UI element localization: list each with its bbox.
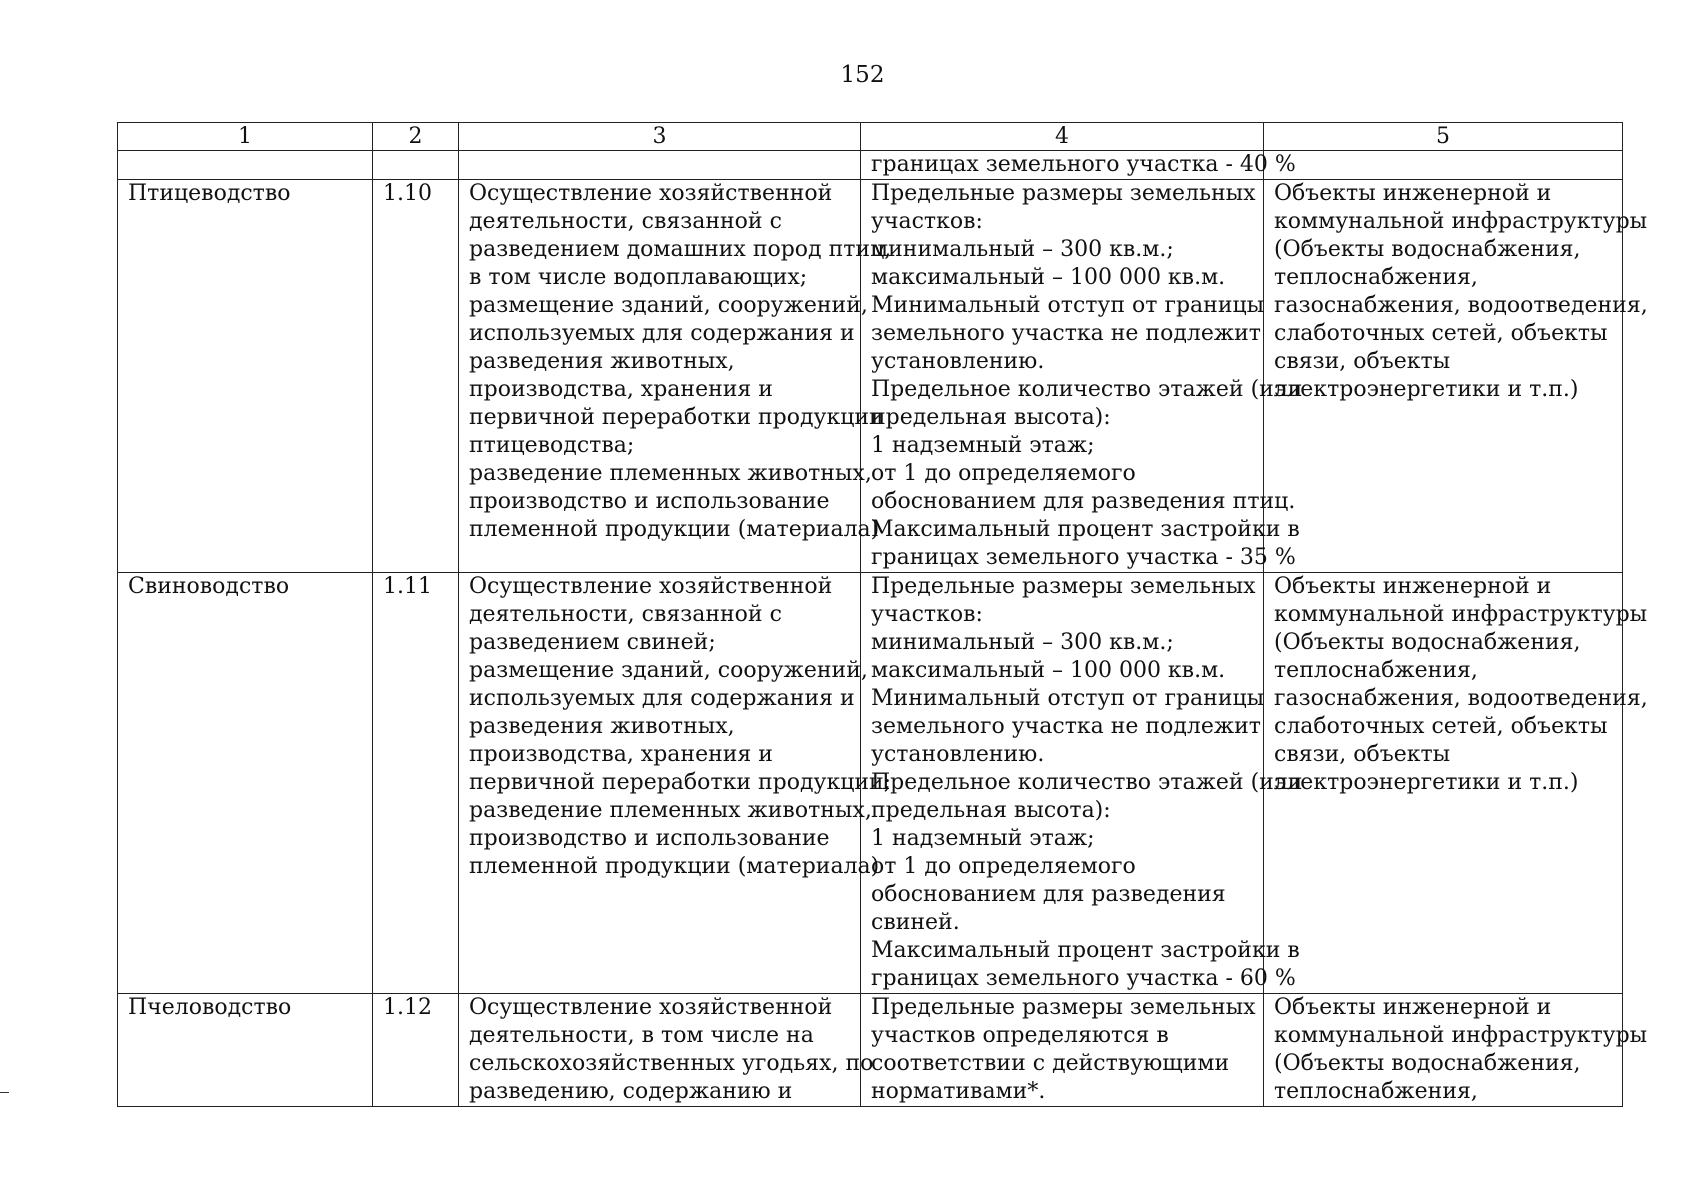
text-line: от 1 до определяемого (871, 854, 1136, 879)
auxiliary-uses (1264, 994, 1648, 1107)
text-line: обоснованием для разведения (871, 882, 1226, 907)
text-line: Объекты инженерной и (1274, 995, 1552, 1020)
text-line: максимальный – 100 000 кв.м. (871, 658, 1226, 683)
text-line: разведения животных, (469, 714, 735, 739)
text-line: земельного участка не подлежит (871, 321, 1261, 346)
text-line: Осуществление хозяйственной (469, 181, 833, 206)
continuation-cell-2 (373, 151, 459, 180)
text-line: теплоснабжения, (1274, 265, 1478, 290)
text-line: Предельное количество этажей (или (871, 770, 1303, 795)
text-line: разведению, содержанию и (469, 1079, 793, 1104)
table-row-pig-farming (118, 573, 1623, 994)
land-use-name: Свиноводство (118, 573, 373, 994)
text-line: разведением домашних пород птиц, (469, 237, 892, 262)
text-line: предельная высота): (871, 798, 1111, 823)
text-line: электроэнергетики и т.п.) (1274, 377, 1579, 402)
continuation-cell-3 (459, 151, 861, 180)
land-use-description (459, 994, 874, 1107)
page-number: 152 (840, 62, 885, 88)
text-line: Предельные размеры земельных (871, 995, 1256, 1020)
text-line: Максимальный процент застройки в (871, 938, 1300, 963)
land-use-description (459, 573, 892, 994)
land-use-code: 1.12 (373, 994, 459, 1107)
text-line: границах земельного участка - 60 % (871, 966, 1296, 991)
text-line: участков определяются в (871, 1023, 1169, 1048)
auxiliary-uses (1264, 180, 1648, 573)
land-use-parameters (861, 994, 1264, 1107)
text-line: 1 надземный этаж; (871, 433, 1095, 458)
text-line: Максимальный процент застройки в (871, 517, 1300, 542)
text-line: размещение зданий, сооружений, (469, 293, 868, 318)
text-line: Минимальный отступ от границы (871, 686, 1265, 711)
text-line: разведение племенных животных, (469, 798, 872, 823)
text-line: производство и использование (469, 826, 830, 851)
land-use-parameters (861, 573, 1303, 994)
text-line: деятельности, в том числе на (469, 1023, 814, 1048)
text-line: используемых для содержания и (469, 321, 855, 346)
text-line: связи, объекты (1274, 742, 1451, 767)
text-line: газоснабжения, водоотведения, (1274, 293, 1648, 318)
text-line: (Объекты водоснабжения, (1274, 630, 1581, 655)
text-line: Предельные размеры земельных (871, 181, 1256, 206)
text-line: от 1 до определяемого (871, 461, 1136, 486)
text-line: производство и использование (469, 489, 830, 514)
text-line: производства, хранения и (469, 742, 773, 767)
land-use-code: 1.10 (373, 180, 459, 573)
column-header-5: 5 (1264, 123, 1623, 151)
text-line: (Объекты водоснабжения, (1274, 1051, 1581, 1076)
land-use-parameters (861, 180, 1303, 573)
text-line: земельного участка не подлежит (871, 714, 1261, 739)
text-line: Объекты инженерной и (1274, 181, 1552, 206)
text-line: теплоснабжения, (1274, 658, 1478, 683)
continuation-cell-1 (118, 151, 373, 180)
text-line: газоснабжения, водоотведения, (1274, 686, 1648, 711)
text-line: установлению. (871, 349, 1045, 374)
text-line: коммунальной инфраструктуры (1274, 602, 1648, 627)
text-line: разведением свиней; (469, 630, 716, 655)
continuation-cell-5 (1264, 151, 1623, 180)
text-line: (Объекты водоснабжения, (1274, 237, 1581, 262)
text-line: племенной продукции (материала) (469, 517, 880, 542)
text-line: производства, хранения и (469, 377, 773, 402)
text-line: свиней. (871, 910, 960, 935)
text-line: коммунальной инфраструктуры (1274, 209, 1648, 234)
table-row-poultry (118, 180, 1623, 573)
text-line: слаботочных сетей, объекты (1274, 714, 1608, 739)
text-line: Осуществление хозяйственной (469, 995, 833, 1020)
text-line: границах земельного участка - 35 % (871, 545, 1296, 570)
column-header-1: 1 (118, 123, 373, 151)
text-line: участков: (871, 602, 983, 627)
column-header-3: 3 (459, 123, 861, 151)
text-line: разведения животных, (469, 349, 735, 374)
auxiliary-uses (1264, 573, 1648, 994)
land-use-table (117, 122, 1648, 1107)
text-line: электроэнергетики и т.п.) (1274, 770, 1579, 795)
text-line: первичной переработки продукции; (469, 770, 892, 795)
text-line: обоснованием для разведения птиц. (871, 489, 1296, 514)
text-line: максимальный – 100 000 кв.м. (871, 265, 1226, 290)
text-line: границах земельного участка - 40 % (871, 152, 1296, 177)
text-line: Минимальный отступ от границы (871, 293, 1265, 318)
header-row (118, 123, 1623, 151)
text-line: сельскохозяйственных угодьях, по (469, 1051, 874, 1076)
text-line: используемых для содержания и (469, 686, 855, 711)
land-use-name: Птицеводство (118, 180, 373, 573)
continuation-parameters (861, 151, 1296, 180)
text-line: первичной переработки продукции (469, 405, 884, 430)
land-use-description (459, 180, 892, 573)
text-line: Объекты инженерной и (1274, 574, 1552, 599)
text-line: участков: (871, 209, 983, 234)
text-line: слаботочных сетей, объекты (1274, 321, 1608, 346)
column-header-4: 4 (861, 123, 1264, 151)
text-line: нормативами*. (871, 1079, 1046, 1104)
text-line: теплоснабжения, (1274, 1079, 1478, 1104)
text-line: деятельности, связанной с (469, 209, 782, 234)
text-line: минимальный – 300 кв.м.; (871, 237, 1174, 262)
land-use-code: 1.11 (373, 573, 459, 994)
table-row-beekeeping (118, 994, 1623, 1107)
text-line: минимальный – 300 кв.м.; (871, 630, 1174, 655)
text-line: предельная высота): (871, 405, 1111, 430)
text-line: Предельные размеры земельных (871, 574, 1256, 599)
continuation-row (118, 151, 1623, 180)
text-line: Предельное количество этажей (или (871, 377, 1303, 402)
land-use-name: Пчеловодство (118, 994, 373, 1107)
text-line: племенной продукции (материала) (469, 854, 880, 879)
text-line: в том числе водоплавающих; (469, 265, 808, 290)
column-header-2: 2 (373, 123, 459, 151)
text-line: соответствии с действующими (871, 1051, 1230, 1076)
text-line: разведение племенных животных, (469, 461, 872, 486)
text-line: 1 надземный этаж; (871, 826, 1095, 851)
text-line: коммунальной инфраструктуры (1274, 1023, 1648, 1048)
text-line: установлению. (871, 742, 1045, 767)
text-line: Осуществление хозяйственной (469, 574, 833, 599)
margin-tick-mark (0, 1092, 9, 1093)
text-line: деятельности, связанной с (469, 602, 782, 627)
text-line: размещение зданий, сооружений, (469, 658, 868, 683)
text-line: связи, объекты (1274, 349, 1451, 374)
text-line: птицеводства; (469, 433, 635, 458)
